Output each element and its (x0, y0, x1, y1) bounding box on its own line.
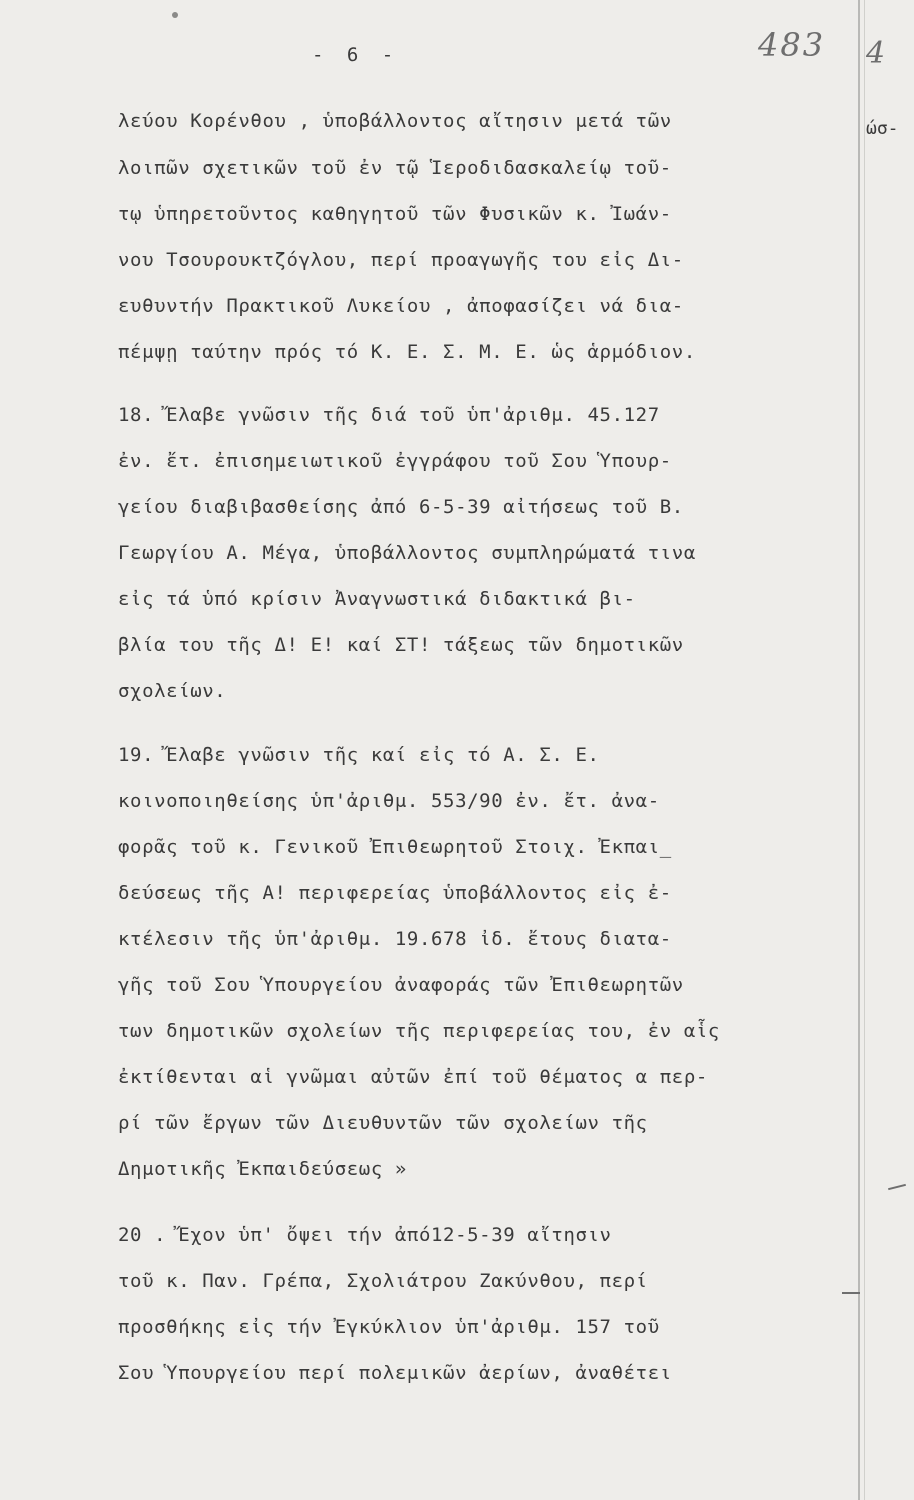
text-line: δεύσεως τῆς Α! περιφερείας ὑποβάλλοντος εἰς ἐ- (118, 882, 672, 904)
handwritten-folio-number: 483 (758, 26, 826, 64)
text-line: 18. Ἔλαβε γνῶσιν τῆς διά τοῦ ὑπ'ἀριθμ. 45.127 (118, 404, 660, 426)
text-line: νου Τσουρουκτζόγλου, περί προαγωγῆς του εἰς Δι- (118, 249, 684, 271)
text-line: βλία του τῆς Δ! Ε! καί ΣΤ! τάξεως τῶν δημοτικῶν (118, 634, 684, 656)
text-line: λοιπῶν σχετικῶν τοῦ ἐν τῷ Ἱεροδιδασκαλείῳ τοῦ- (118, 157, 672, 179)
page-edge-line (858, 0, 860, 1500)
page-edge-line-secondary (864, 0, 865, 1500)
text-line: λεύου Κορένθου , ὑποβάλλοντος αἴτησιν μετά τῶν (118, 110, 672, 132)
text-line: φορᾶς τοῦ κ. Γενικοῦ Ἐπιθεωρητοῦ Στοιχ. Ἐκπαι_ (118, 836, 672, 858)
text-line: ἐκτίθενται αἱ γνῶμαι αὐτῶν ἐπί τοῦ θέματος α περ- (118, 1066, 708, 1088)
text-line: τῳ ὑπηρετοῦντος καθηγητοῦ τῶν Φυσικῶν κ. Ἰωάν- (118, 203, 672, 225)
text-line: 20 . Ἔχον ὑπ' ὄψει τήν ἀπό12-5-39 αἴτησιν (118, 1224, 612, 1246)
handwritten-corner-mark: 4 (866, 36, 886, 71)
text-line: ἐν. ἔτ. ἐπισημειωτικοῦ ἐγγράφου τοῦ Σου Ὑπουρ- (118, 450, 672, 472)
margin-tick-mark (888, 1184, 906, 1190)
text-line: Δημοτικῆς Ἐκπαιδεύσεως » (118, 1158, 407, 1180)
text-line: Γεωργίου Α. Μέγα, ὑποβάλλοντος συμπληρώματά τινα (118, 542, 696, 564)
text-line: πέμψῃ ταύτην πρός τό Κ. Ε. Σ. Μ. Ε. ὡς ἁρμόδιον. (118, 341, 696, 363)
text-line: ρί τῶν ἔργων τῶν Διευθυντῶν τῶν σχολείων τῆς (118, 1112, 648, 1134)
text-line: σχολείων. (118, 680, 227, 702)
text-line: γῆς τοῦ Σου Ὑπουργείου ἀναφοράς τῶν Ἐπιθεωρητῶν (118, 974, 684, 996)
text-line: 19. Ἔλαβε γνῶσιν τῆς καί εἰς τό Α. Σ. Ε. (118, 744, 600, 766)
text-line: κτέλεσιν τῆς ὑπ'ἀριθμ. 19.678 ἰδ. ἔτους διατα- (118, 928, 672, 950)
text-line: ευθυντήν Πρακτικοῦ Λυκείου , ἀποφασίζει νά δια- (118, 295, 684, 317)
text-line: των δημοτικῶν σχολείων τῆς περιφερείας του, ἐν αἷς (118, 1020, 720, 1042)
text-line: εἰς τά ὑπό κρίσιν Ἀναγνωστικά διδακτικά βι- (118, 588, 636, 610)
text-line: τοῦ κ. Παν. Γρέπα, Σχολιάτρου Ζακύνθου, περί (118, 1270, 648, 1292)
page-number: - 6 - (312, 44, 400, 66)
text-line: προσθήκης εἰς τήν Ἐγκύκλιον ὑπ'ἀριθμ. 157 τοῦ (118, 1316, 660, 1338)
margin-rule-mark (842, 1292, 860, 1294)
margin-note: ώσ- (866, 118, 899, 139)
text-line: κοινοποιηθείσης ὑπ'ἀριθμ. 553/90 ἐν. ἔτ. ἀνα- (118, 790, 660, 812)
ink-dot (172, 12, 178, 18)
text-line: γείου διαβιβασθείσης ἀπό 6-5-39 αἰτήσεως τοῦ Β. (118, 496, 684, 518)
text-line: Σου Ὑπουργείου περί πολεμικῶν ἀερίων, ἀναθέτει (118, 1362, 672, 1384)
